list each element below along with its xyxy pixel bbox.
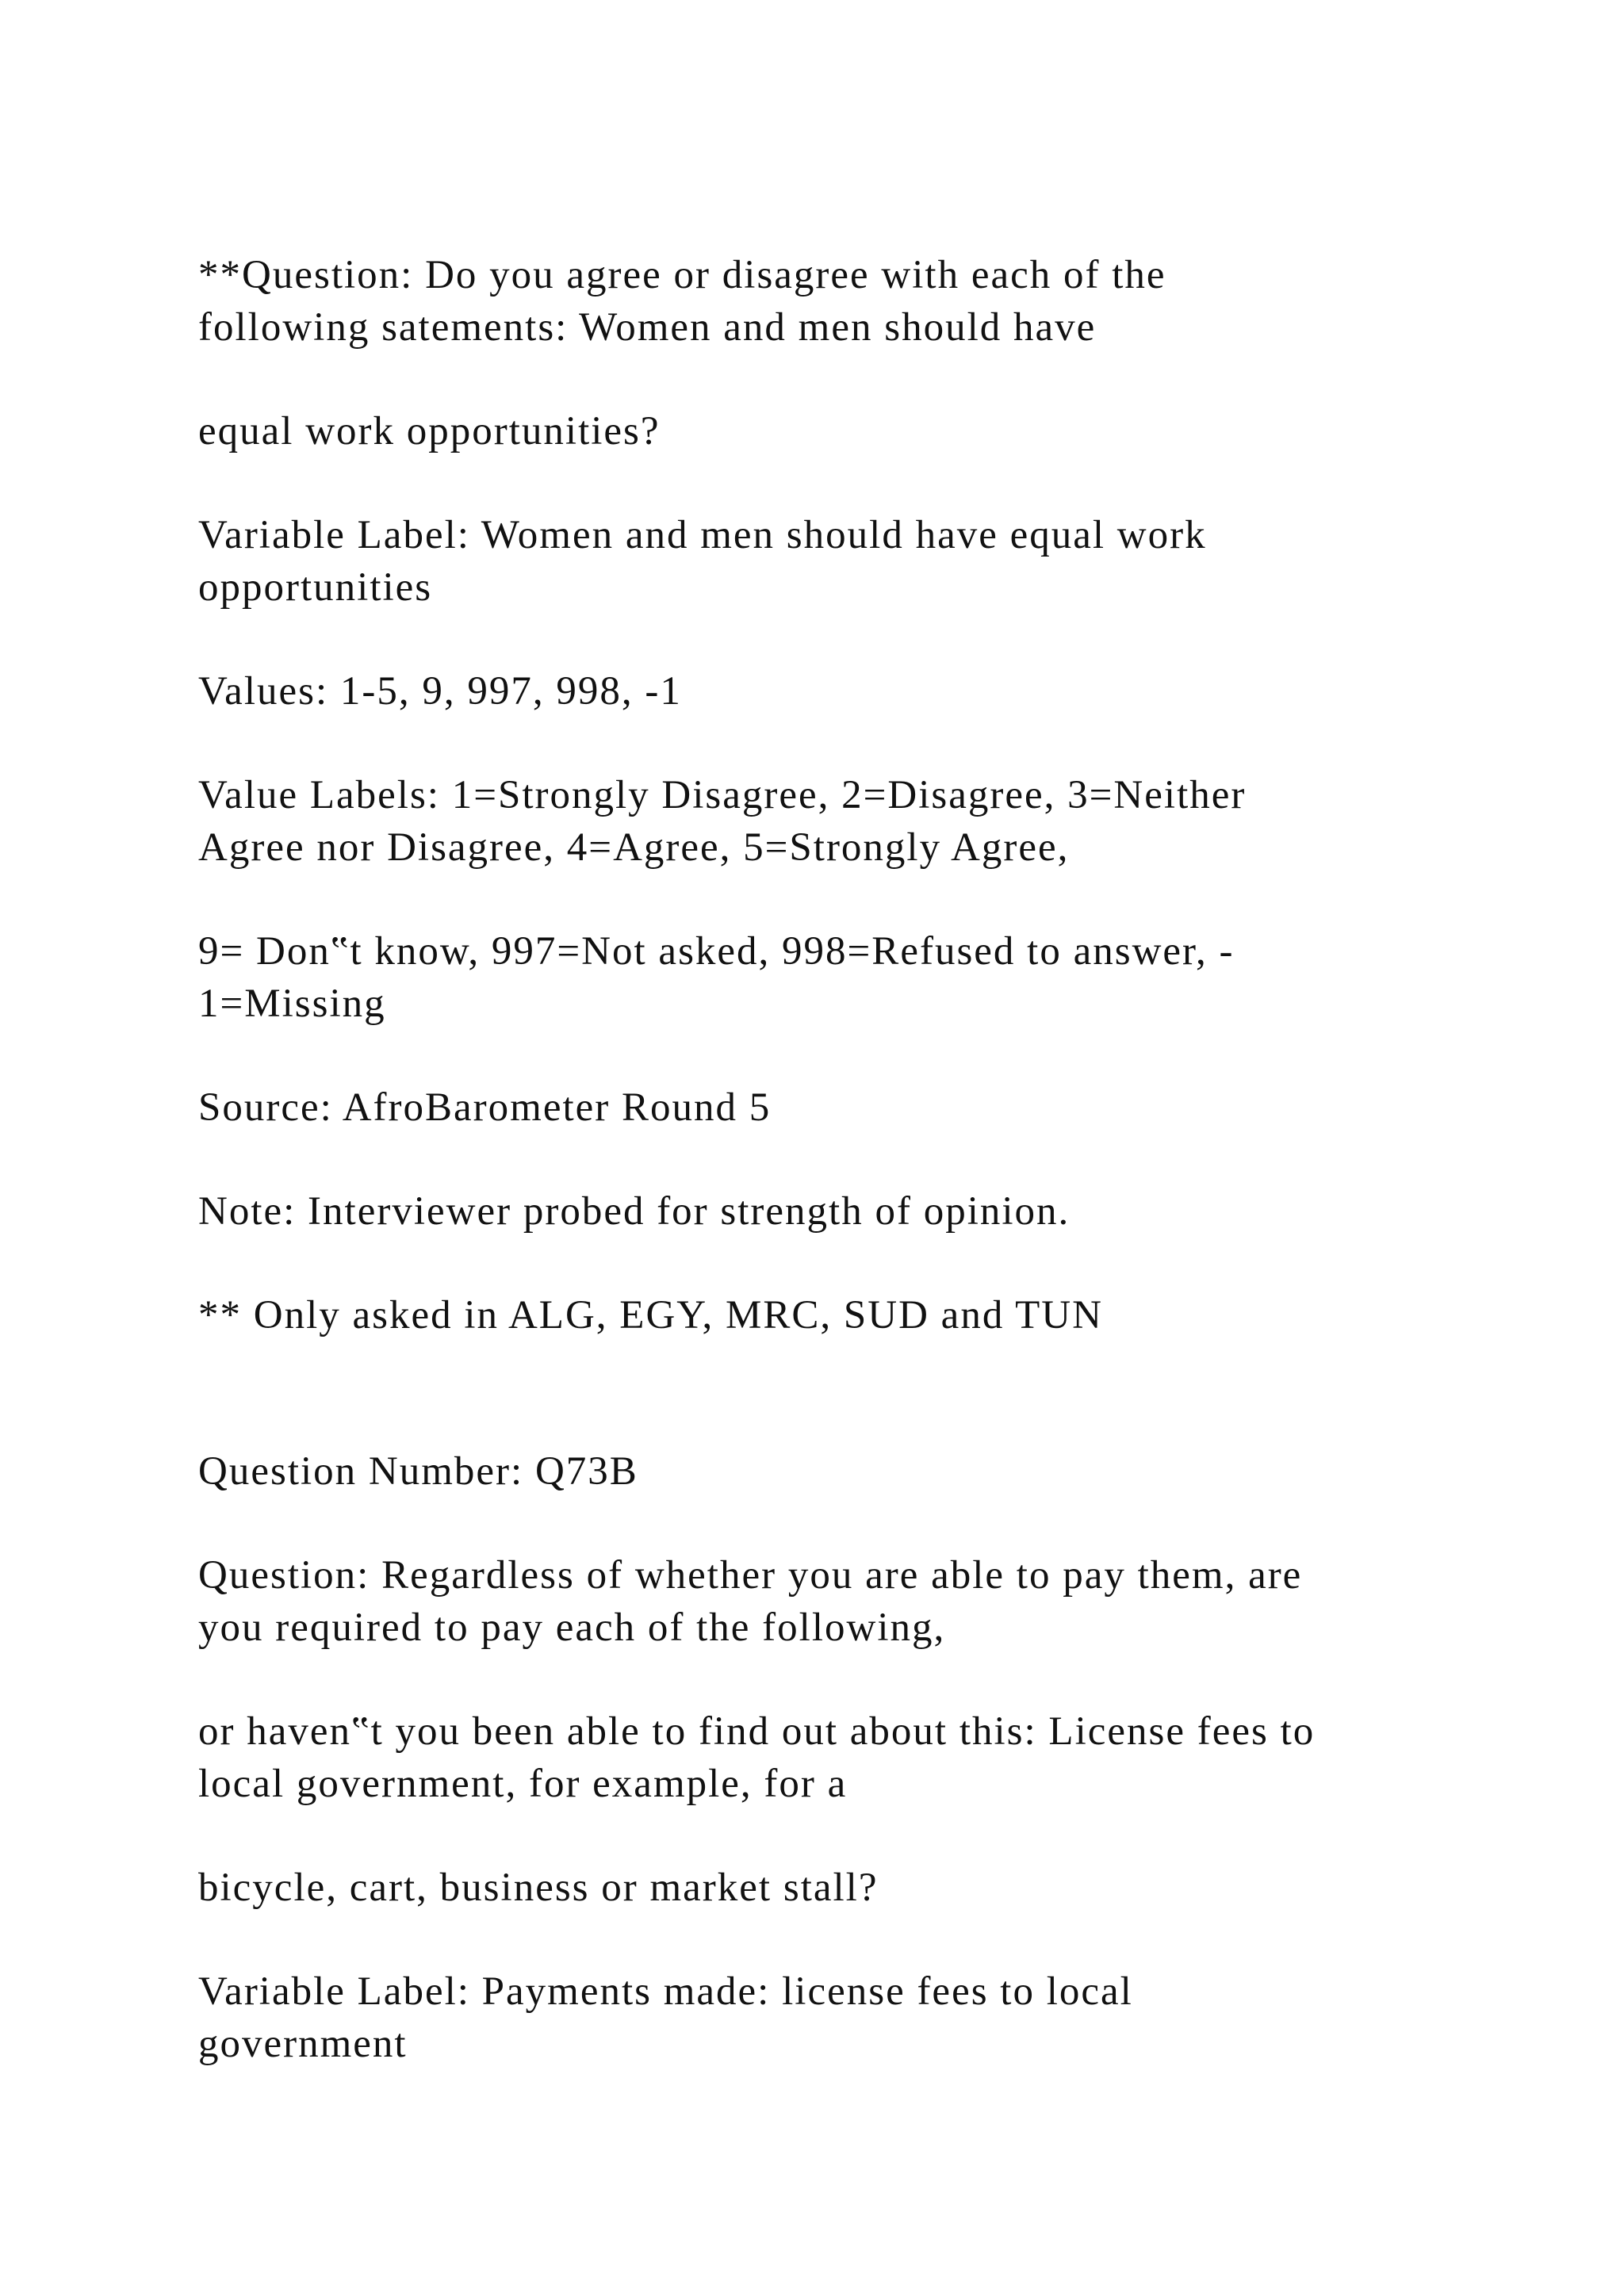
variable-label-line-1: Variable Label: Women and men should have equal work (198, 513, 1207, 557)
question-line-2: following satements: Women and men should have (198, 305, 1097, 350)
countries-note-line: ** Only asked in ALG, EGY, MRC, SUD and TUN (198, 1293, 1103, 1337)
question-2-line-5: bicycle, cart, business or market stall? (198, 1866, 879, 1910)
question-line-3: equal work opportunities? (198, 409, 661, 453)
question-2-line-4: local government, for example, for a (198, 1762, 848, 1806)
values-line: Values: 1-5, 9, 997, 998, -1 (198, 669, 682, 714)
question-number-line: Question Number: Q73B (198, 1449, 638, 1494)
variable-label-2-line-1: Variable Label: Payments made: license fees to local (198, 1969, 1133, 2014)
question-2-line-1: Question: Regardless of whether you are able to pay them, are (198, 1553, 1303, 1598)
value-labels-line-2: Agree nor Disagree, 4=Agree, 5=Strongly Agree, (198, 825, 1070, 870)
value-labels-line-1: Value Labels: 1=Strongly Disagree, 2=Disagree, 3=Neither (198, 773, 1247, 817)
question-line-1: **Question: Do you agree or disagree with each of the (198, 253, 1166, 297)
value-labels-line-4: 1=Missing (198, 982, 386, 1026)
variable-label-2-line-2: government (198, 2022, 408, 2066)
note-line: Note: Interviewer probed for strength of opinion. (198, 1189, 1071, 1234)
question-2-line-2: you required to pay each of the following, (198, 1605, 946, 1650)
value-labels-line-3: 9= Don‟t know, 997=Not asked, 998=Refused to answer, - (198, 929, 1235, 974)
question-2-line-3: or haven‟t you been able to find out about this: License fees to (198, 1709, 1316, 1754)
variable-label-line-2: opportunities (198, 565, 433, 610)
source-line: Source: AfroBarometer Round 5 (198, 1085, 772, 1130)
